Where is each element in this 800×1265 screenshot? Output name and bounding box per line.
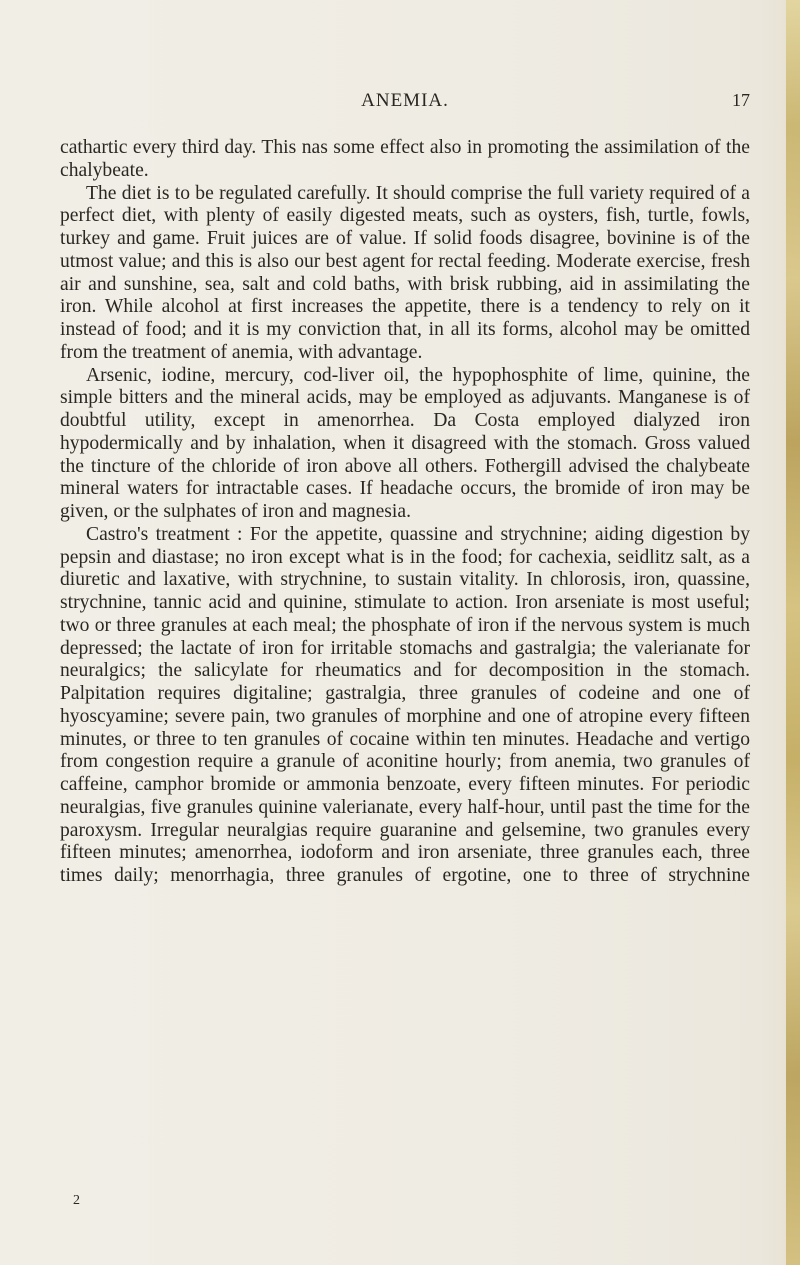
running-title: ANEMIA. xyxy=(361,90,449,111)
body-text xyxy=(60,137,750,888)
paragraph: Arsenic, iodine, mercury, cod-liver oil, the hypophosphite of lime, quinine, the simple bitters and the mineral acids, may be employed as adjuvants. Manganese is of doubtful utility, except in amenorrhea. Da Costa employed dialyzed iron hypodermically and by inhalation, when it disagreed with the stomach. Gross valued the tincture of the chloride of iron above all others. Fothergill advised the chalybeate mineral waters for intractable cases. If headache occurs, the bromide of iron may be given, or the sulphates of iron and magnesia. xyxy=(60,364,750,522)
page-number: 17 xyxy=(732,90,750,110)
signature-mark: 2 xyxy=(73,1193,80,1208)
paragraph: cathartic every third day. This nas some effect also in promoting the assimilation of the chalybeate. xyxy=(60,137,750,181)
paragraph: Castro's treatment : For the appetite, quassine and strychnine; aiding digestion by pepsin and diastase; no iron except what is in the food; for cachexia, seidlitz salt, as a diuretic and laxative, with strychnine, to sustain vitality. In chlorosis, iron, quassine, strychnine, tannic acid and quinine, stimulate to action. Iron arseniate is most useful; two or three granules at each meal; the phosphate of iron if the nervous system is much depressed; the lactate of iron for irritable stomachs and gastralgia; the valerianate for neuralgics; the salicylate for rheumatics and for decomposition in the stomach. Palpitation requires digitaline; gastralgia, three granules of codeine and one of hyoscyamine; severe pain, two granules of morphine and one of atropine every fifteen minutes, or three to ten granules of cocaine within ten minutes. Headache and vertigo from congestion require a granule of aconitine hourly; from anemia, two granules of caffeine, camphor bromide or ammonia benzoate, every fifteen minutes. For periodic neuralgias, five granules quinine valerianate, every half-hour, until past the time for the paroxysm. Irregular neuralgias require guaranine and gelsemine, two granules every fifteen minutes; amenorrhea, iodoform and iron arseniate, three granules each, three times daily; menorrhagia, three granules of ergotine, one to three of strychnine xyxy=(60,523,750,886)
page-edge xyxy=(786,0,800,1265)
page-header xyxy=(60,90,750,120)
paragraph: The diet is to be regulated carefully. It should comprise the full variety required of a perfect diet, with plenty of easily digested meats, such as oysters, fish, turtle, fowls, turkey and game. Fruit juices are of value. If solid foods disagree, bovinine is of the utmost value; and this is also our best agent for rectal feeding. Moderate exercise, fresh air and sunshine, sea, salt and cold baths, with brisk rubbing, aid in assimilating the iron. While alcohol at first increases the appetite, there is a tendency to rely on it instead of food; and it is my conviction that, in all its forms, alcohol may be omitted from the treatment of anemia, with advantage. xyxy=(60,182,750,363)
